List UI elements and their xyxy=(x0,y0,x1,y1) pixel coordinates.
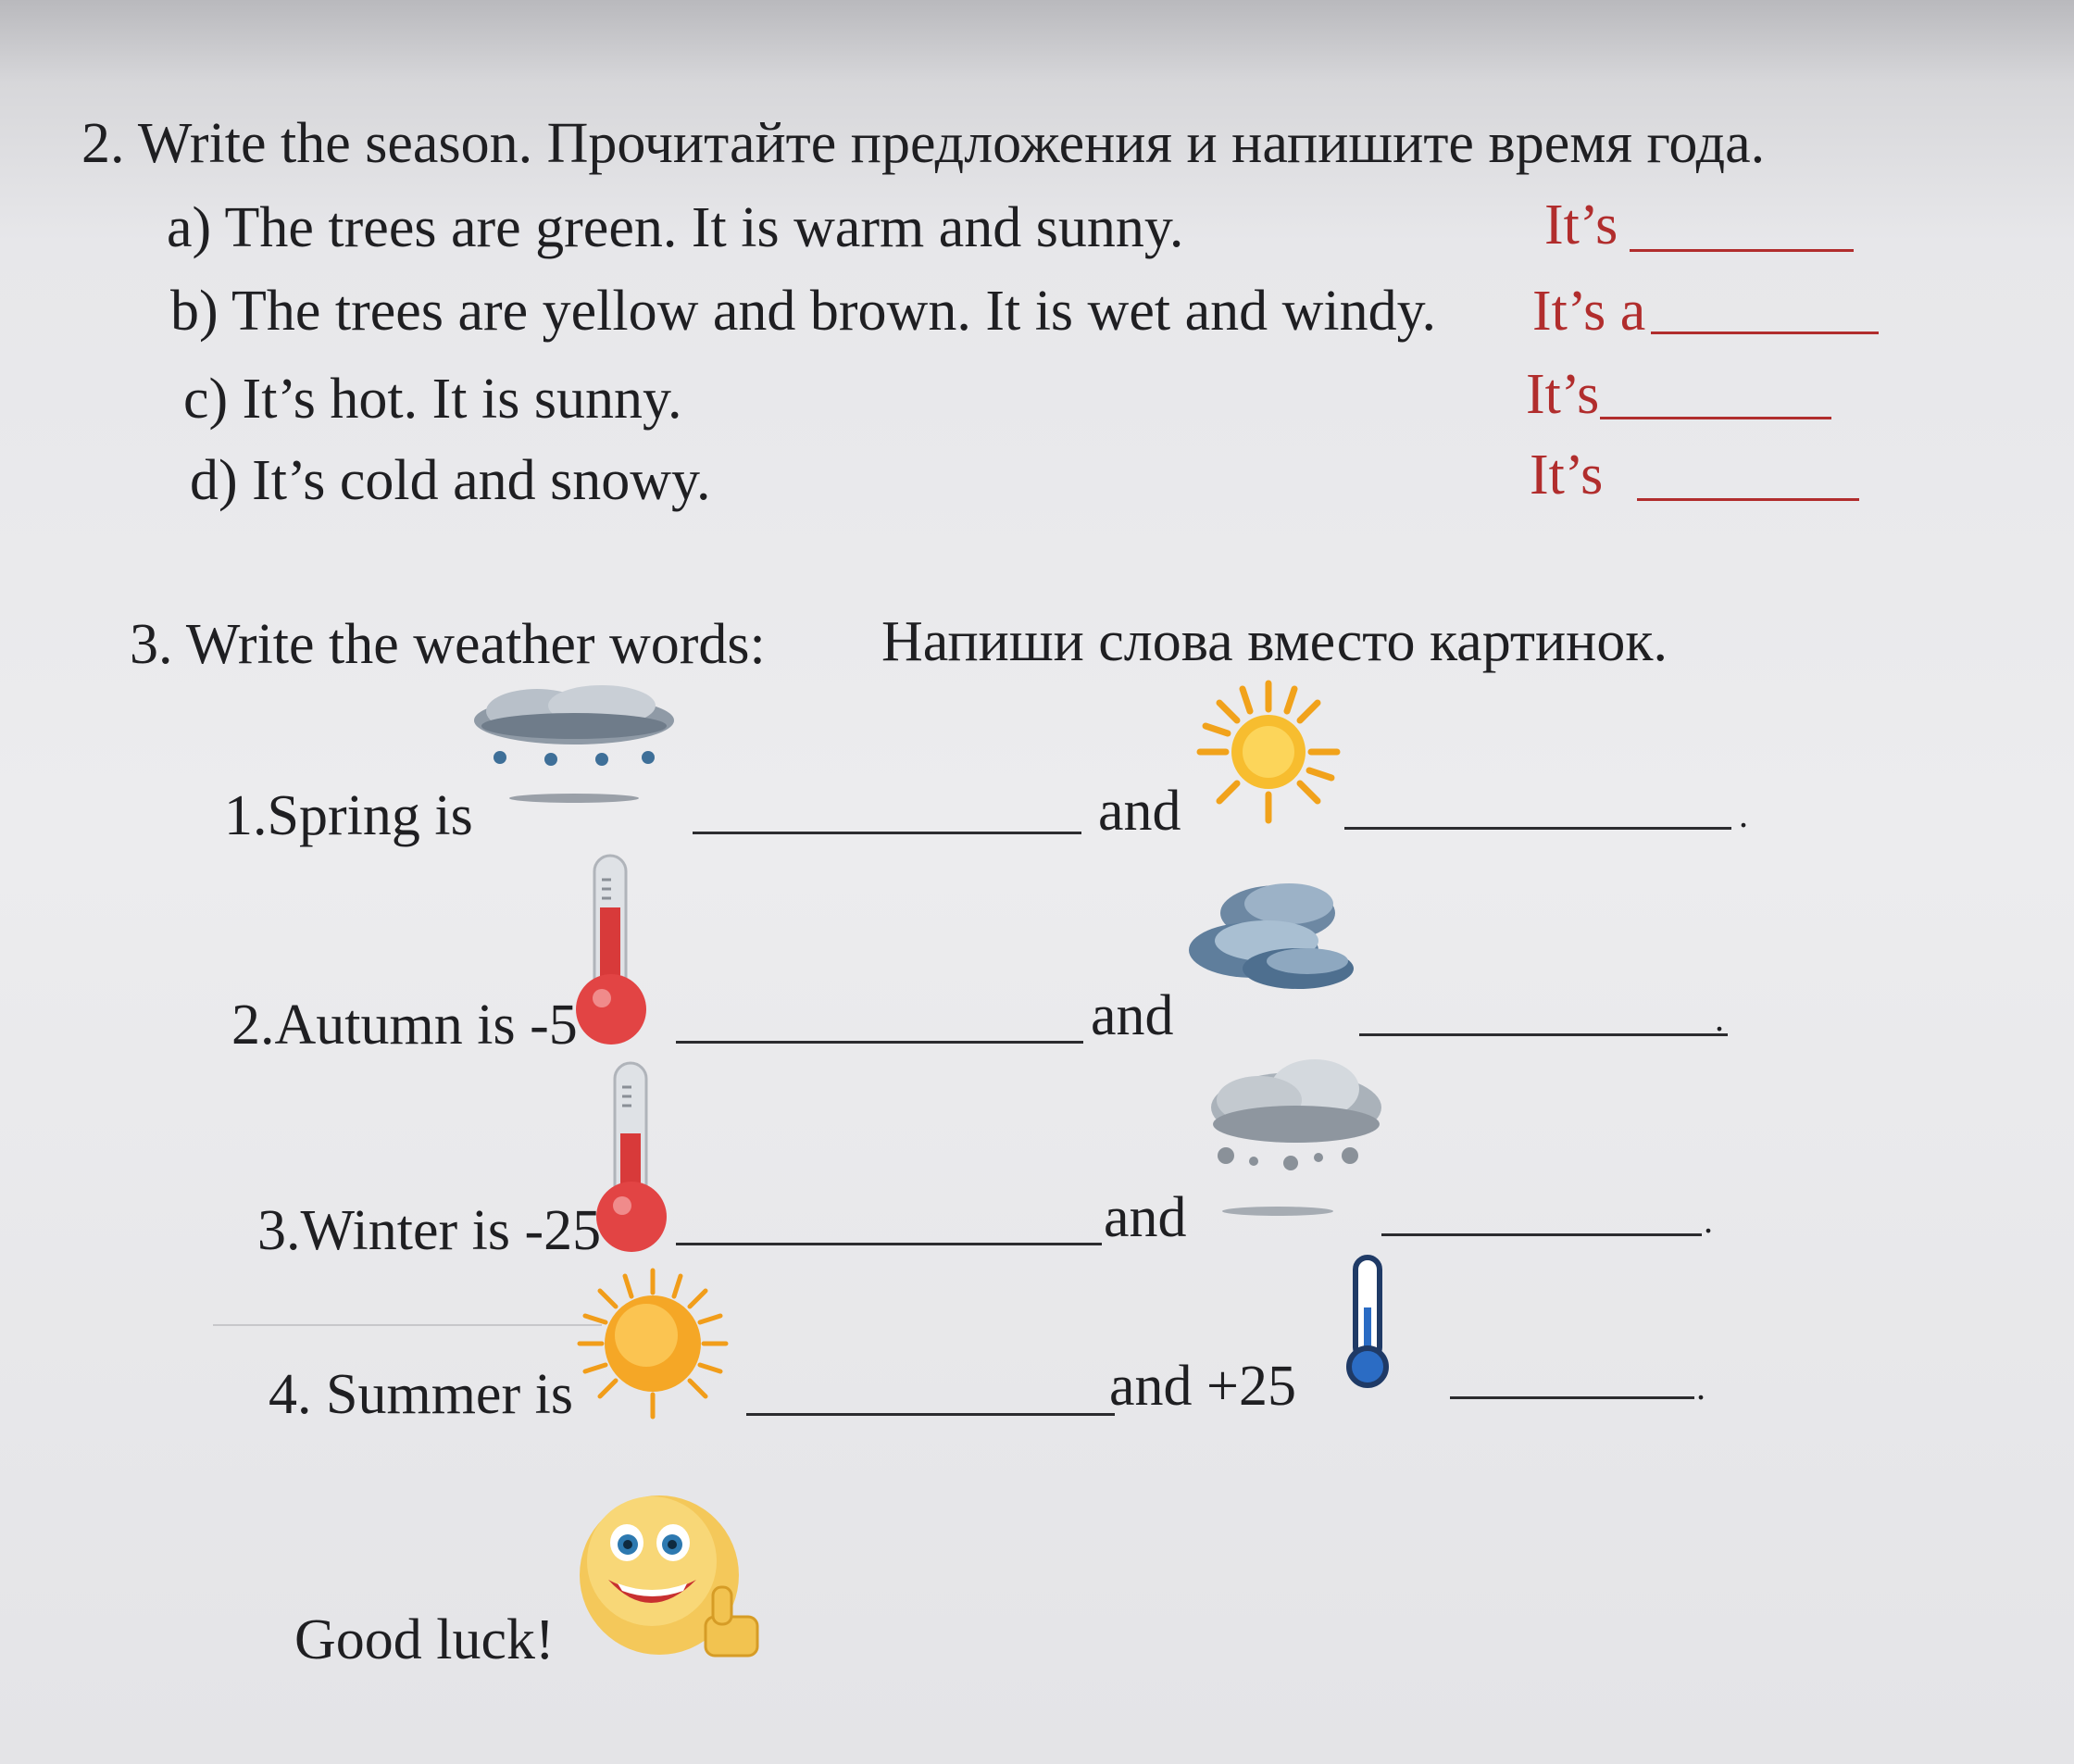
task2-answer-prefix-c: It’s xyxy=(1526,363,1600,426)
cloud-icon xyxy=(1178,876,1363,996)
divider xyxy=(213,1324,602,1326)
row3-blank-2[interactable] xyxy=(1381,1233,1702,1236)
task2-answer-line-a[interactable] xyxy=(1630,249,1854,252)
task2-answer-prefix-d: It’s xyxy=(1530,444,1604,507)
row4-blank-2[interactable] xyxy=(1450,1396,1694,1399)
smiley-thumbs-up-icon xyxy=(567,1487,770,1672)
row3-blank-1[interactable] xyxy=(676,1243,1102,1245)
row4-and: and +25 xyxy=(1109,1355,1296,1418)
task2-answer-line-d[interactable] xyxy=(1637,498,1859,501)
row2-end: . xyxy=(1715,997,1724,1039)
task2-answer-line-b[interactable] xyxy=(1651,332,1879,334)
row1-blank-2[interactable] xyxy=(1344,827,1731,830)
task2-answer-prefix-b: It’s a xyxy=(1532,280,1646,343)
thermometer-icon xyxy=(1337,1252,1402,1391)
row1-start: 1.Spring is xyxy=(224,784,473,847)
row4-start: 4. Summer is xyxy=(269,1363,573,1426)
row3-start: 3.Winter is -25 xyxy=(257,1199,602,1262)
sun-icon xyxy=(1194,678,1343,826)
task2-sentence-d: d) It’s cold and snowy. xyxy=(190,449,711,512)
row2-start: 2.Autumn is -5 xyxy=(231,994,578,1057)
row4-end: . xyxy=(1696,1366,1705,1407)
task3-title-en: 3. Write the weather words: xyxy=(130,613,766,676)
row3-and: and xyxy=(1104,1186,1187,1249)
task2-sentence-a: a) The trees are green. It is warm and sunny. xyxy=(167,196,1184,259)
task3-title-ru: Напиши слова вместо картинок. xyxy=(881,610,1668,673)
row2-blank-2[interactable] xyxy=(1359,1033,1728,1036)
row1-blank-1[interactable] xyxy=(693,832,1081,834)
task2-answer-prefix-a: It’s xyxy=(1544,194,1618,256)
task2-answer-line-c[interactable] xyxy=(1600,417,1831,419)
good-luck-text: Good luck! xyxy=(294,1608,555,1671)
row4-blank-1[interactable] xyxy=(746,1413,1115,1416)
row2-blank-1[interactable] xyxy=(676,1041,1083,1044)
row1-and: and xyxy=(1098,780,1181,843)
task2-sentence-b: b) The trees are yellow and brown. It is wet and windy. xyxy=(170,280,1437,343)
rain-cloud-icon xyxy=(463,685,685,815)
row1-end: . xyxy=(1739,794,1748,835)
row2-and: and xyxy=(1091,984,1174,1047)
task2-sentence-c: c) It’s hot. It is sunny. xyxy=(183,368,682,431)
sun-icon xyxy=(574,1265,731,1422)
row3-end: . xyxy=(1704,1199,1713,1241)
task2-title: 2. Write the season. Прочитайте предложения и напишите время года. xyxy=(81,112,1766,175)
snow-cloud-icon xyxy=(1194,1052,1398,1228)
